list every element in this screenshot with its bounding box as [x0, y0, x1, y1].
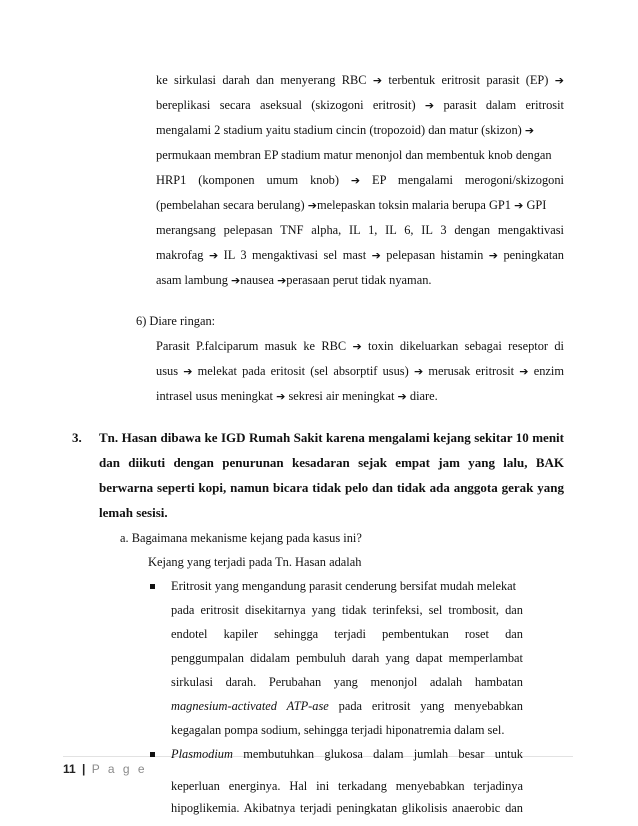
text-span: GPI — [526, 198, 547, 212]
text-span: melekat pada eritosit (sel absorptif usus) — [197, 364, 409, 378]
text-span: EP mengalami merogoni/skizogoni — [372, 173, 564, 187]
arrow-icon: ➔ — [514, 199, 524, 212]
footer-separator: | — [82, 762, 86, 776]
para1-line-2 — [156, 97, 564, 114]
arrow-icon: ➔ — [524, 124, 535, 137]
text-span: Plasmodium — [171, 747, 233, 761]
text-span: HRP1 (komponen umum knob) — [156, 173, 339, 187]
text-span: melepaskan toksin malaria berupa GP1 — [316, 198, 512, 212]
para1-line-3 — [156, 122, 534, 139]
q3-line-1: Tn. Hasan dibawa ke IGD Rumah Sakit karena mengalami kejang sekitar 10 menit — [99, 430, 564, 445]
bullet1-line-7: kegagalan pompa sodium, sehingga terjadi hiponatremia dalam sel. — [171, 723, 505, 737]
item6-label: 6) Diare ringan: — [136, 314, 216, 328]
bullet1-line-1: Eritrosit yang mengandung parasit cenderung bersifat mudah melekat — [171, 579, 517, 593]
bullet1-line-3: endotel kapiler sehingga terjadi pembentukan roset dan — [171, 627, 523, 641]
bullet1-line-4: penggumpalan didalam pembuluh darah yang dapat memperlambat — [171, 651, 523, 665]
arrow-icon: ➔ — [276, 390, 286, 403]
arrow-icon: ➔ — [488, 249, 498, 262]
text-span: nausea — [240, 273, 274, 287]
text-span: (pembelahan secara berulang) — [156, 198, 305, 212]
text-span: parasit dalam eritrosit — [443, 98, 564, 112]
q3-line-2: dan diikuti dengan penurunan kesadaran sejak empat jam yang lalu, BAK — [99, 455, 564, 470]
arrow-icon: ➔ — [352, 340, 362, 353]
text-span: ke sirkulasi darah dan menyerang RBC — [156, 73, 367, 87]
arrow-icon: ➔ — [350, 174, 361, 187]
text-span: magnesium-activated ATP-ase — [171, 699, 329, 713]
text-span: makrofag — [156, 248, 204, 262]
text-span: asam lambung — [156, 273, 228, 287]
para1-line-4: permukaan membran EP stadium matur menonjol dan membentuk knob dengan — [156, 148, 552, 162]
arrow-icon: ➔ — [372, 74, 383, 87]
page-footer — [63, 762, 147, 776]
bullet2-line-3: hipoglikemia. Akibatnya terjadi peningkatan glikolisis anaerobic dan — [171, 801, 523, 815]
para1-line-7: merangsang pelepasan TNF alpha, IL 1, IL 6, IL 3 dengan mengaktivasi — [156, 223, 564, 237]
text-span: mengalami 2 stadium yaitu stadium cincin (tropozoid) dan matur (skizon) — [156, 123, 522, 137]
arrow-icon: ➔ — [231, 274, 241, 287]
para1-line-8 — [156, 247, 564, 264]
text-span: intrasel usus meningkat — [156, 389, 274, 403]
arrow-icon: ➔ — [208, 249, 219, 262]
text-span: sekresi air meningkat — [288, 389, 395, 403]
qa-intro: Kejang yang terjadi pada Tn. Hasan adalah — [148, 555, 362, 569]
para1-line-1 — [156, 72, 564, 89]
text-span: terbentuk eritrosit parasit (EP) — [388, 73, 549, 87]
text-span: IL 3 mengaktivasi sel mast — [223, 248, 367, 262]
bullet-icon — [150, 752, 155, 757]
q3-line-3: berwarna seperti kopi, namun bicara tidak pelo dan tidak ada anggota gerak yang — [99, 480, 564, 495]
arrow-icon: ➔ — [307, 199, 317, 212]
text-span: pelepasan histamin — [386, 248, 484, 262]
text-span: perasaan perut tidak nyaman. — [286, 273, 432, 287]
arrow-icon: ➔ — [554, 74, 564, 87]
bullet-icon — [150, 584, 155, 589]
bullet2-line-2: keperluan energinya. Hal ini terkadang menyebabkan terjadinya — [171, 779, 523, 793]
item6-line-2 — [156, 363, 564, 380]
q3-line-4: lemah sesisi. — [99, 505, 168, 520]
q3-number: 3. — [72, 430, 82, 445]
bullet1-line-6 — [171, 698, 523, 714]
text-span: usus — [156, 364, 179, 378]
arrow-icon: ➔ — [424, 99, 435, 112]
text-span: bereplikasi secara aseksual (skizogoni eritrosit) — [156, 98, 416, 112]
page-number: 11 — [63, 762, 76, 776]
text-span: Parasit P.falciparum masuk ke RBC — [156, 339, 347, 353]
item6-line-1 — [156, 338, 564, 355]
text-span: enzim — [533, 364, 564, 378]
bullet1-line-5: sirkulasi darah. Perubahan yang menonjol adalah hambatan — [171, 675, 523, 689]
arrow-icon: ➔ — [413, 365, 424, 378]
bullet2-line-1 — [171, 746, 523, 762]
arrow-icon: ➔ — [519, 365, 529, 378]
qa-label: a. Bagaimana mekanisme kejang pada kasus ini? — [120, 531, 362, 545]
para1-line-5 — [156, 172, 564, 189]
item6-line-3 — [156, 388, 438, 405]
para1-line-9 — [156, 272, 431, 289]
bullet1-line-2: pada eritrosit disekitarnya yang tidak terinfeksi, sel trombosit, dan — [171, 603, 523, 617]
arrow-icon: ➔ — [277, 274, 287, 287]
text-span: membutuhkan glukosa dalam jumlah besar untuk — [243, 747, 523, 761]
para1-line-6 — [156, 197, 546, 214]
text-span: pada eritrosit yang menyebabkan — [338, 699, 523, 713]
text-span: toxin dikeluarkan sebagai reseptor di — [368, 339, 564, 353]
arrow-icon: ➔ — [397, 390, 407, 403]
text-span: diare. — [409, 389, 438, 403]
arrow-icon: ➔ — [371, 249, 381, 262]
text-span: merusak eritrosit — [428, 364, 515, 378]
arrow-icon: ➔ — [183, 365, 193, 378]
page-word: P a g e — [91, 762, 148, 776]
text-span: peningkatan — [503, 248, 564, 262]
